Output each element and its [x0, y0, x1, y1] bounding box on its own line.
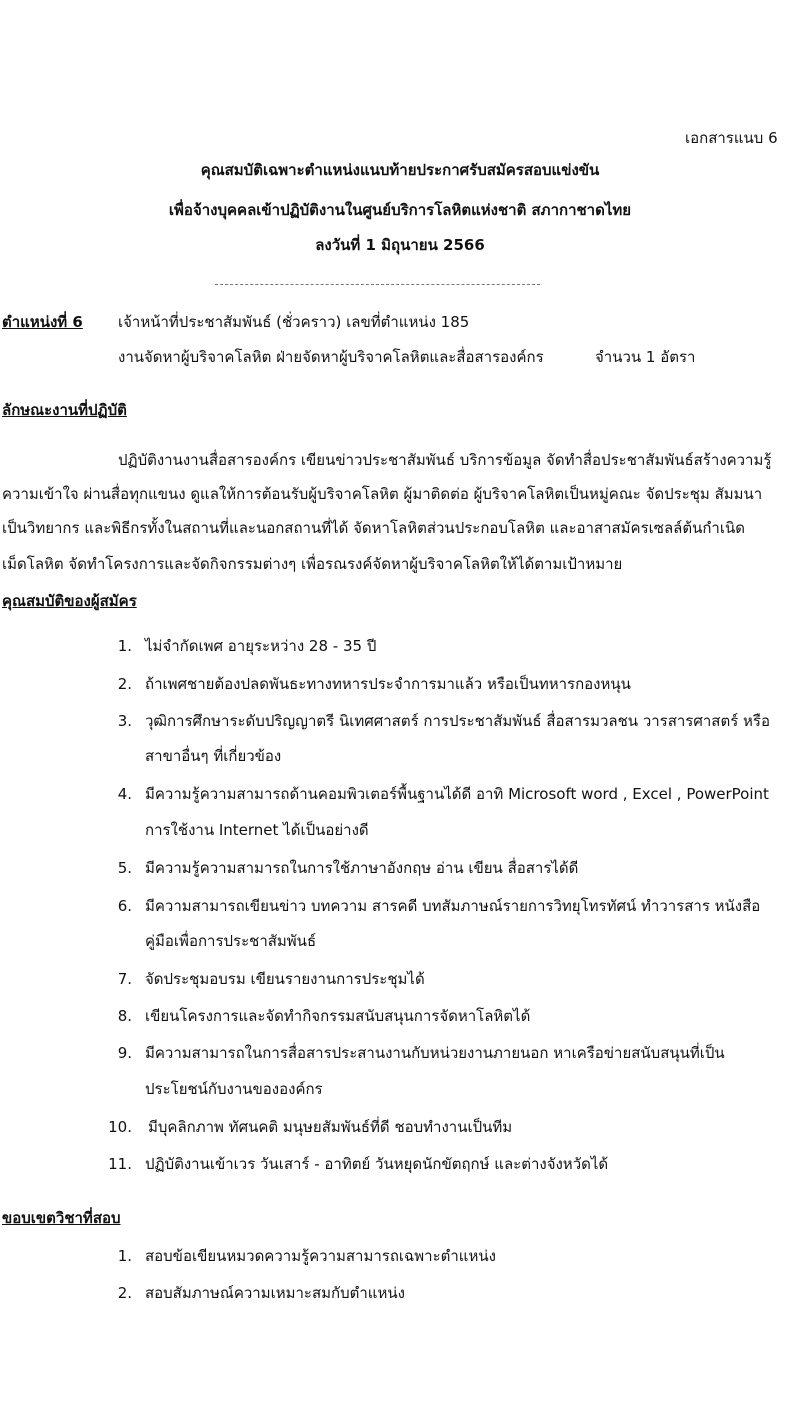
qualification-number: 1. — [117, 637, 132, 655]
job-description-line: เม็ดโลหิต จัดทำโครงการและจัดกิจกรรมต่างๆ เพื่อรณรงค์จัดหาผู้บริจาคโลหิตให้ได้ตามเป้าหมาย — [2, 555, 623, 573]
qualification-text: ประโยชน์กับงานขององค์กร — [145, 1080, 323, 1098]
qualification-text: สาขาอื่นๆ ที่เกี่ยวข้อง — [145, 747, 282, 765]
qualification-number: 9. — [117, 1044, 132, 1062]
job-description-heading: ลักษณะงานที่ปฏิบัติ — [2, 401, 127, 419]
qualification-text: มีความรู้ความสามารถในการใช้ภาษาอังกฤษ อ่าน เขียน สื่อสารได้ดี — [145, 859, 579, 877]
qualification-number: 5. — [117, 859, 132, 877]
qualification-text: การใช้งาน Internet ได้เป็นอย่างดี — [145, 821, 369, 839]
qualification-text: มีความสามารถในการสื่อสารประสานงานกับหน่วยงานภายนอก หาเครือข่ายสนับสนุนที่เป็น — [145, 1044, 725, 1062]
qualification-text: เขียนโครงการและจัดทำกิจกรรมสนับสนุนการจัดหาโลหิตได้ — [145, 1007, 531, 1025]
job-description-line: ความเข้าใจ ผ่านสื่อทุกแขนง ดูแลให้การต้อนรับผู้บริจาคโลหิต ผู้มาติดต่อ ผู้บริจาคโลหิตเป็นหมู่คณะ จัดประชุม สัมมนา — [2, 485, 763, 503]
qualification-text: ไม่จำกัดเพศ อายุระหว่าง 28 - 35 ปี — [145, 637, 377, 655]
qualification-text: วุฒิการศึกษาระดับปริญญาตรี นิเทศศาสตร์ การประชาสัมพันธ์ สื่อสารมวลชน วารสารศาสตร์ หรือ — [145, 712, 770, 730]
qualification-number: 8. — [117, 1007, 132, 1025]
attachment-label: เอกสารแนบ 6 — [685, 129, 778, 147]
header-line-3: ลงวันที่ 1 มิถุนายน 2566 — [315, 236, 485, 254]
qualifications-heading: คุณสมบัติของผู้สมัคร — [2, 592, 137, 610]
qualification-text: ถ้าเพศชายต้องปลดพันธะทางทหารประจำการมาแล้ว หรือเป็นทหารกองหนุน — [145, 675, 631, 693]
qualification-number: 4. — [117, 785, 132, 803]
qualification-text: คู่มือเพื่อการประชาสัมพันธ์ — [145, 932, 317, 950]
qualification-text: มีบุคลิกภาพ ทัศนคติ มนุษยสัมพันธ์ที่ดี ชอบทำงานเป็นทีม — [148, 1118, 513, 1136]
qualification-number: 7. — [117, 970, 132, 988]
job-description-line: เป็นวิทยากร และพิธีกรทั้งในสถานที่และนอกสถานที่ได้ จัดหาโลหิตส่วนประกอบโลหิต และอาสาสมัครเซลล์ต้นกำเนิด — [2, 519, 745, 537]
qualification-number: 3. — [117, 712, 132, 730]
header-line-1: คุณสมบัติเฉพาะตำแหน่งแนบท้ายประกาศรับสมัครสอบแข่งขัน — [200, 161, 600, 179]
qualification-text: มีความรู้ความสามารถด้านคอมพิวเตอร์พื้นฐานได้ดี อาทิ Microsoft word , Excel , PowerPoint — [145, 785, 769, 803]
exam-scope-number: 1. — [117, 1247, 132, 1265]
qualification-text: มีความสามารถเขียนข่าว บทความ สารคดี บทสัมภาษณ์รายการวิทยุโทรทัศน์ ทำวารสาร หนังสือ — [145, 897, 761, 915]
header-line-2: เพื่อจ้างบุคคลเข้าปฏิบัติงานในศูนย์บริการโลหิตแห่งชาติ สภากาชาดไทย — [168, 201, 632, 219]
exam-scope-heading: ขอบเขตวิชาที่สอบ — [2, 1209, 121, 1227]
qualification-text: จัดประชุมอบรม เขียนรายงานการประชุมได้ — [145, 970, 425, 988]
qualification-text: ปฏิบัติงานเข้าเวร วันเสาร์ - อาทิตย์ วันหยุดนักขัตฤกษ์ และต่างจังหวัดได้ — [145, 1155, 609, 1173]
position-title: เจ้าหน้าที่ประชาสัมพันธ์ (ชั่วคราว) เลขที่ตำแหน่ง 185 — [118, 313, 470, 331]
position-count: จำนวน 1 อัตรา — [595, 348, 696, 366]
position-unit: งานจัดหาผู้บริจาคโลหิต ฝ่ายจัดหาผู้บริจาคโลหิตและสื่อสารองค์กร — [118, 348, 544, 366]
qualification-number: 2. — [117, 675, 132, 693]
qualification-number: 11. — [108, 1155, 132, 1173]
qualification-number: 6. — [117, 897, 132, 915]
header-divider — [215, 284, 540, 285]
job-description-line: ปฏิบัติงานงานสื่อสารองค์กร เขียนข่าวประชาสัมพันธ์ บริการข้อมูล จัดทำสื่อประชาสัมพันธ์สร้างความรู้ — [118, 451, 772, 469]
qualification-number: 10. — [108, 1118, 132, 1136]
exam-scope-text: สอบสัมภาษณ์ความเหมาะสมกับตำแหน่ง — [145, 1284, 405, 1302]
exam-scope-number: 2. — [117, 1284, 132, 1302]
position-label: ตำแหน่งที่ 6 — [2, 313, 83, 331]
exam-scope-text: สอบข้อเขียนหมวดความรู้ความสามารถเฉพาะตำแหน่ง — [145, 1247, 496, 1265]
